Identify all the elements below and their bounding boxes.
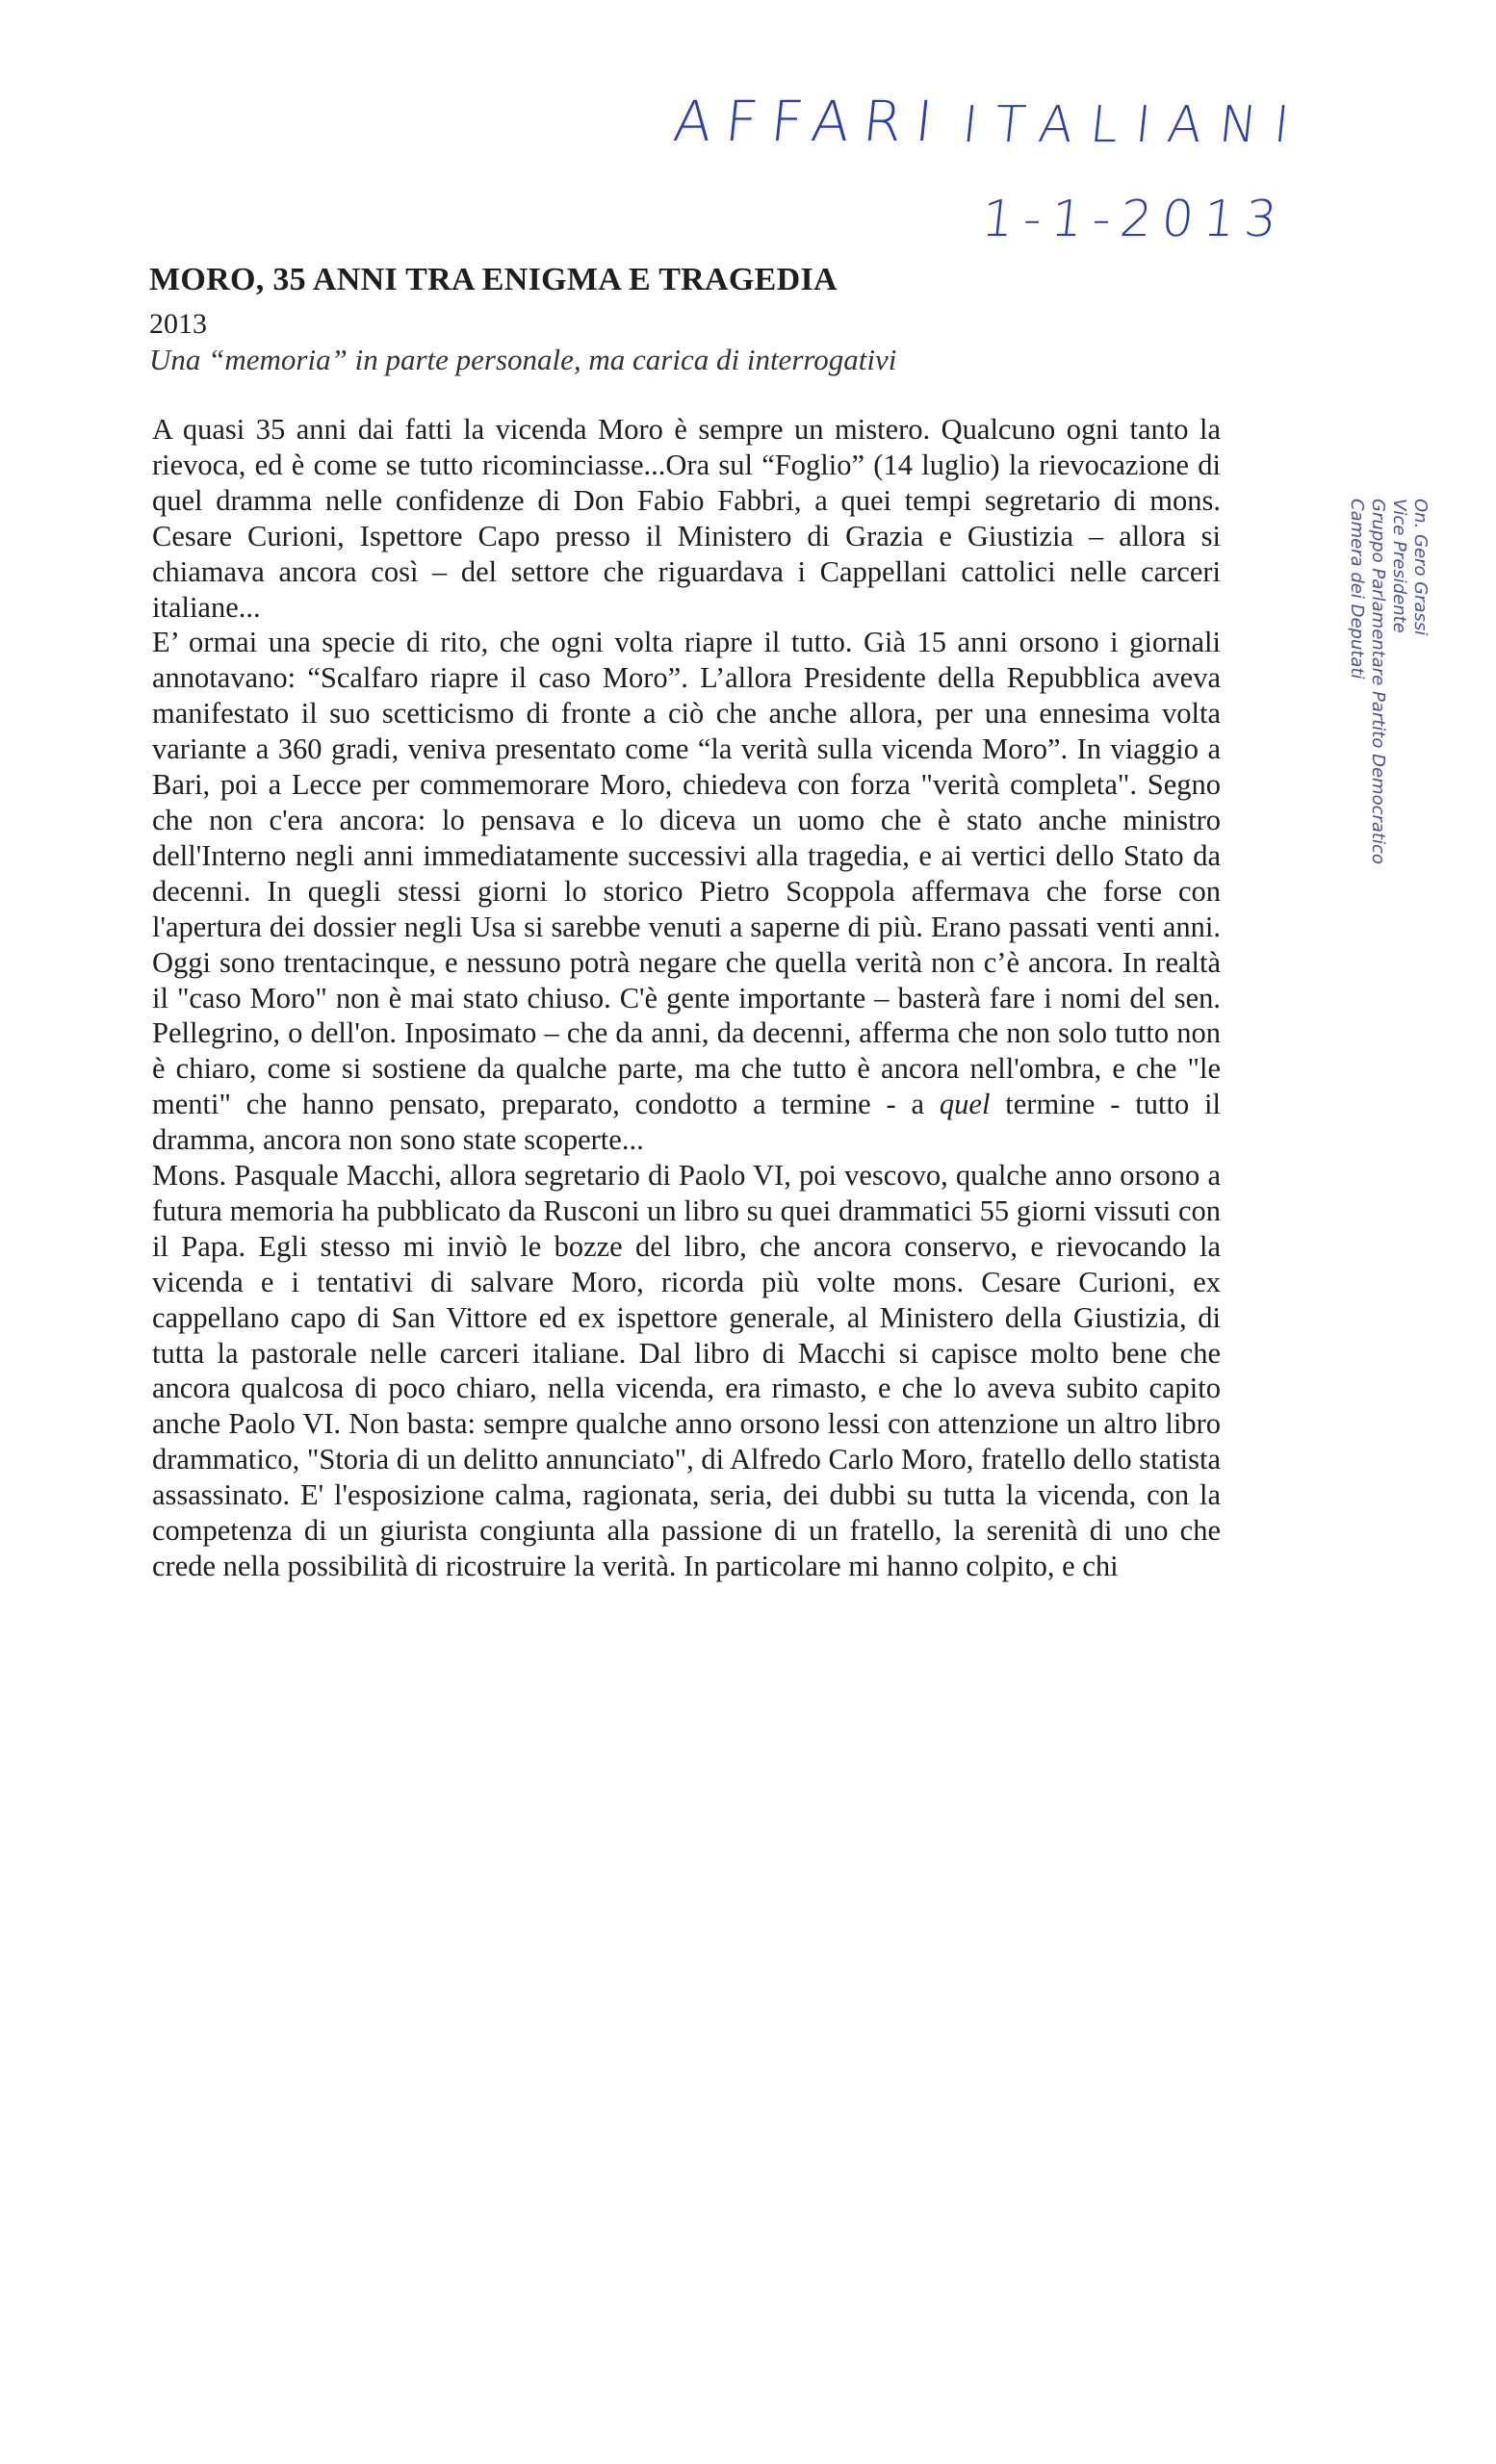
stamp-group: Gruppo Parlamentare Partito Democratico <box>1368 499 1388 864</box>
handwritten-date: 1-1-2013 <box>978 191 1290 248</box>
stamp-name: On. Gero Grassi <box>1410 499 1431 636</box>
article-year: 2013 <box>149 308 207 340</box>
paragraph-3: Mons. Pasquale Macchi, allora segretario di Paolo VI, poi vescovo, qualche anno orsono a futura memoria ha pubblicato da Rusconi un libro su quei drammatici 55 giorni vissuti con il Papa. Egli stesso mi inviò le bozze del libro, che ancora conservo, e rievocando la vicenda e i tentativi di salvare Moro, ricorda più volte mons. Cesare Curioni, ex cappellano capo di San Vittore ed ex ispettore generale, al Ministero della Giustizia, di tutta la pastorale nelle carceri italiane. Dal libro di Macchi si capisce molto bene che ancora qualcosa di poco chiaro, nella vicenda, era rimasto, e che lo aveva subito capito anche Paolo VI. Non basta: sempre qualche anno orsono lessi con attenzione un altro libro drammatico, "Storia di un delitto annunciato", di Alfredo Carlo Moro, fratello dello statista assassinato. E' l'esposizione calma, ragionata, seria, dei dubbi su tutta la vicenda, con la competenza di un giurista congiunta alla passione di un fratello, la serenità di uno che crede nella possibilità di ricostruire la verità. In particolare mi hanno colpito, e chi <box>152 1159 1221 1582</box>
paragraph-2 <box>152 625 1221 1158</box>
article-subtitle: Una “memoria” in parte personale, ma carica di interrogativi <box>149 343 897 376</box>
paragraph-2-text-a: E’ ormai una specie di rito, che ogni volta riapre il tutto. Già 15 anni orsono i giornali annotavano: “Scalfaro riapre il caso Moro”. L’allora Presidente della Repubblica aveva manifestato il suo scetticismo di fronte a ciò che anche allora, per una ennesima volta variante a 360 gradi, veniva presentato come “la verità sulla vicenda Moro”. In viaggio a Bari, poi a Lecce per commemorare Moro, chiedeva con forza "verità completa". Segno che non c'era ancora: lo pensava e lo diceva un uomo che è stato anche ministro dell'Interno negli anni immediatamente successivi alla tragedia, e ai vertici dello Stato da decenni. In quegli stessi giorni lo storico Pietro Scoppola affermava che forse con l'apertura dei dossier negli Usa si sarebbe venuti a saperne di più. Erano passati venti anni. Oggi sono trentacinque, e nessuno potrà negare che quella verità non c’è ancora. In realtà il "caso Moro" non è mai stato chiuso. C'è gente importante – basterà fare i nomi del sen. Pellegrino, o dell'on. Inposimato – che da anni, da decenni, afferma che non solo tutto non è chiaro, come si sostiene da qualche parte, ma che tutto è ancora nell'ombra, e che "le menti" che hanno pensato, preparato, condotto a termine - a <box>152 626 1221 1121</box>
stamp-chamber: Camera dei Deputati <box>1347 499 1367 680</box>
handwritten-publication-name-2: ITALIANI <box>959 96 1309 154</box>
paragraph-1: A quasi 35 anni dai fatti la vicenda Moro è sempre un mistero. Qualcuno ogni tanto la rievoca, ed è come se tutto ricominciasse...Ora sul “Foglio” (14 luglio) la rievocazione di quel dramma nelle confidenze di Don Fabio Fabbri, a quei tempi segretario di mons. Cesare Curioni, Ispettore Capo presso il Ministero di Grazia e Giustizia – allora si chiamava ancora così – del settore che riguardava i Cappellani cattolici nelle carceri italiane... <box>152 413 1221 624</box>
paragraph-2-text-b: termine - tutto il dramma, ancora non sono state scoperte... <box>152 1088 1221 1157</box>
article-headline: MORO, 35 ANNI TRA ENIGMA E TRAGEDIA <box>149 262 838 297</box>
stamp-role: Vice Presidente <box>1389 499 1409 633</box>
paragraph-2-italic-word: quel <box>939 1088 991 1121</box>
handwritten-publication-name-1: AFFARI <box>670 89 949 154</box>
deputy-stamp <box>882 499 1431 864</box>
